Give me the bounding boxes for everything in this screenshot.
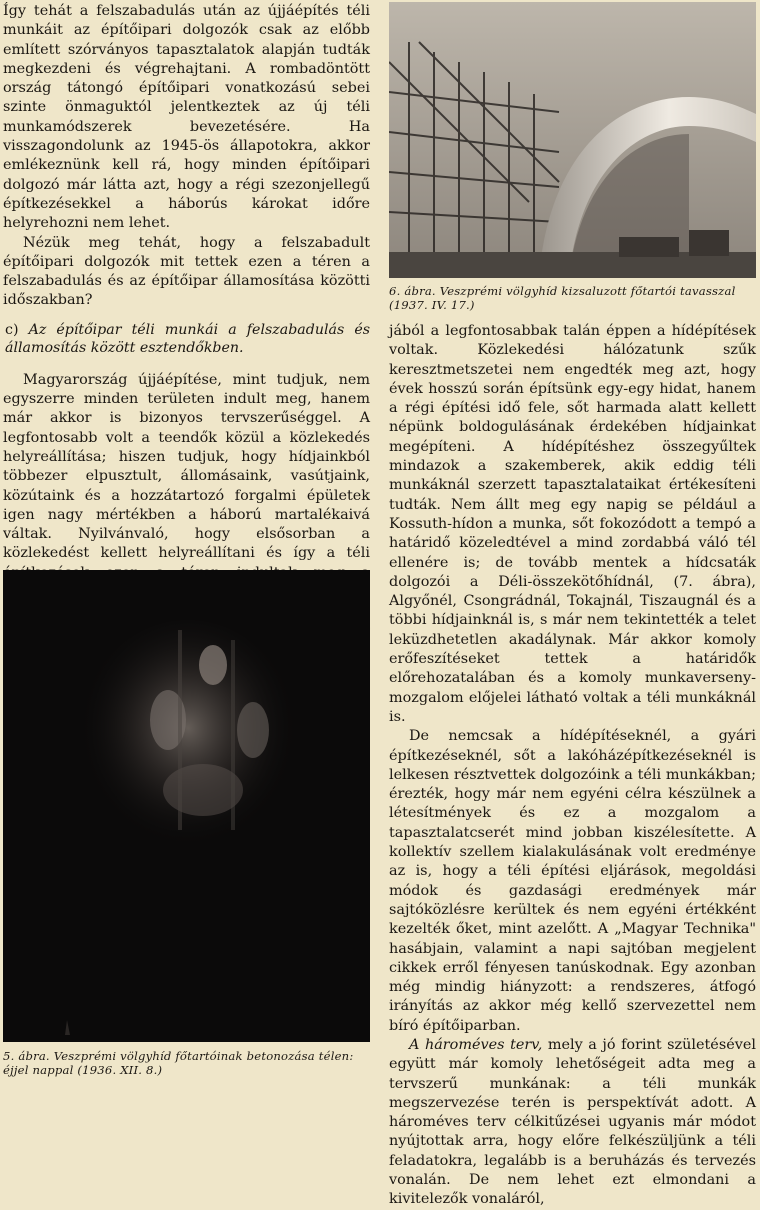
figure-6-photo: [389, 2, 756, 278]
right-column: [389, 2, 756, 1210]
paragraph-bridges: jából a legfontosabbak talán éppen a hídépítések voltak. Közlekedési hálózatunk szűk keresztmetszetei nem engedték meg azt, hogy évek hosszú során építsünk egy-egy hidat, hanem a régi építési idő fele, sőt harmada alatt kellett népünk boldogulásának érdekében hídjainkat megépíteni. A hídépítéshez összegyűltek mindazok a szakemberek, akik eddig téli munkáknál szerzett tapasztalataikat értékesíteni tudták. Nem állt meg egy napig se például a Kossuth-hídon a munka, sőt fokozódott a tempó a határidő közeledtével a mind zordabbá váló tél ellenére is; de tovább mentek a hídcsaták dolgozói a Déli-összekötőhídnál, (7. ábra), Algyőnél, Csongrádnál, Tokajnál, Tiszaugnál és a többi hídjainknál is, s már nem tekintették a telet leküzdhetetlen akadálynak. Már akkor komoly erőfeszítéseket tettek a határidők előrehozatalában és a komoly munkaverseny-mozgalom előjelei látható voltak a téli munkáknál is.: [389, 323, 756, 725]
paragraph-collective: De nemcsak a hídépítéseknél, a gyári építkezéseknél, sőt a lakóházépítkezéseknél is lelkesen résztvettek dolgozóink a téli munkákban; érezték, hogy már nem egyéni célra készülnek a létesítmények és ez a mozgalom a tapasztalatcserét mind jobban kiszélesítette. A kollektív szellem kialakulásának volt eredménye az is, hogy a téli építési eljárások, megoldási módok és gazdasági eredmények már sajtóközlésre kerültek és nem egyéni értékként kezelték őket, mint azelőtt. A „Magyar Technika" hasábjain, valamint a napi sajtóban megjelent cikkek erről fényesen tanúskodnak. Egy azonban még mindig hiányzott: a rendszeres, átfogó irányítás az akkor még kellő szervezettel nem bíró építőiparban.: [389, 728, 756, 1034]
subheading-label: c): [5, 321, 19, 338]
subheading-text: Az építőipar téli munkái a felszabadulás és államosítás között esztendőkben.: [5, 321, 370, 356]
left-column: [3, 2, 370, 660]
paragraph-three-year-plan: A hároméves terv, mely a jó forint születésével együtt már komoly lehetőségeit adta meg a tervszerű munkának: a téli munkák megszervezése terén is perspektívát adott. A hároméves terv célkitűzései ugyanis már módot nyújtottak arra, hogy előre felkészüljünk a téli feladatokra, legalább is a beruházás és tervezés vonalán. De nem lehet ezt elmondani a kivitelezők vonaláról,: [389, 1036, 756, 1208]
paragraph-intro: Így tehát a felszabadulás után az újjáépítés téli munkáit az építőipari dolgozók csak az előbb említett szórványos tapasztalatok alapján tudták megkezdeni és végrehajtani. A rombadöntött ország tátongó építőipari vonatkozású sebei szinte önmaguktól jelentkeztek az új téli munkamódszerek bevezetésére. Ha visszagondolunk az 1945-ös állapotokra, akkor emlékeznünk kell rá, hogy minden építőipari dolgozó már látta azt, hogy a régi szezonjellegű építkezésekkel a háborús károkat időre helyrehozni nem lehet.: [3, 3, 370, 232]
night-concreting-image: [3, 570, 370, 1042]
figure-5-caption: 5. ábra. Veszprémi völgyhíd főtartóinak betonozása télen: éjjel nappal (1936. XII. 8.): [3, 1049, 354, 1077]
section-subheading: [3, 321, 370, 357]
paragraph-reconstruction: Magyarország újjáépítése, mint tudjuk, nem egyszerre minden területen indult meg, hanem már akkor is bizonyos tervszerűséggel. A legfontosabb volt a teendők közül a közlekedés helyreállítása; hiszen tudjuk, hogy hídjainkból többezer elpusztult, állomásaink, vasútjaink, közútaink és a hozzátartozó forgalmi épületek igen nagy mértékben a háború martalékaivá váltak. Nyilvánvaló, hogy elsősorban a közlekedést kellett helyreállítani és így a téli: [3, 371, 370, 562]
right-text: [389, 322, 756, 1210]
figure-5-photo: [3, 570, 370, 1042]
paragraph-question: Nézük meg tehát, hogy a felszabadult építőipari dolgozók mit tettek ezen a téren a felszabadulás és az építőipar államosítása közötti időszakban?: [3, 234, 370, 309]
figure-6-caption: 6. ábra. Veszprémi völgyhíd kizsaluzott főtartói tavasszal (1937. IV. 17.): [389, 284, 736, 312]
bridge-arch-image: [389, 2, 756, 278]
